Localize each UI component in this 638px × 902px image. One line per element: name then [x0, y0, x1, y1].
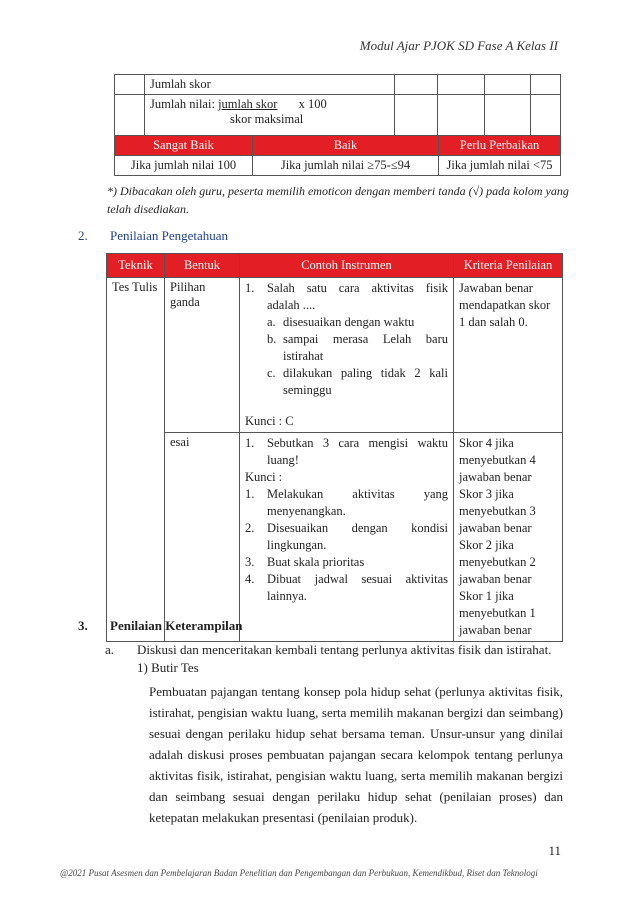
instrument-cell: 1. Salah satu cara aktivitas fisik adalah .... a. disesuaikan dengan waktu b. sampai merasa Lelah baru istirahat c. dilakukan paling tidak 2 kali seminggu Kunci : C	[240, 278, 454, 433]
criteria-table	[114, 135, 561, 176]
section-title: Penilaian Keterampilan	[110, 618, 243, 633]
score-cell	[395, 75, 438, 95]
formula-denominator: skor maksimal	[230, 112, 304, 126]
footer-copyright: @2021 Pusat Asesmen dan Pembelajaran Badan Penelitian dan Pengembangan dan Perbukuan, Kemendikbud, Riset dan Teknologi	[60, 868, 538, 878]
key-label: Kunci :	[245, 470, 283, 484]
criteria-value-needs-improvement: Jika jumlah nilai <75	[439, 156, 561, 176]
butir-tes-heading: 1) Butir Tes	[137, 660, 199, 675]
score-cell-empty	[115, 75, 145, 95]
option-a: disesuaikan dengan waktu	[283, 315, 415, 329]
score-cell-empty	[115, 95, 145, 137]
criteria-header-very-good: Sangat Baik	[115, 136, 253, 156]
body-paragraph: Pembuatan pajangan tentang konsep pola hidup sehat (perlunya aktivitas fisik, istirahat, pengisian waktu luang, serta memilih makanan bergizi dan seimbang) sesuai dengan perilaku hidup sehat bersama teman. Unsur-unsur yang dinilai adalah diskusi proses pembuatan pajangan secara kelompok tentang perlunya aktivitas fisik, istirahat, pengisian waktu luang, serta memilih makanan bergizi dan seimbang sesuai dengan perilaku hidup sehat (penilaian proses) dan ketepatan melakukan presentasi (penilaian produk).	[149, 684, 563, 825]
page-number: 11	[548, 843, 561, 858]
answer-item: Dibuat jadwal sesuai aktivitas lainnya.	[267, 572, 448, 603]
answer-key: Kunci : C	[245, 414, 294, 428]
section-3-heading	[78, 618, 243, 634]
score-cell	[485, 75, 531, 95]
answer-list: 1. Melakukan aktivitas yang menyenangkan. 2. Disesuaikan dengan kondisi lingkungan. 3. Buat skala prioritas 4. Dibuat jadwal sesuai aktivitas lainnya.	[245, 487, 448, 603]
knowledge-table	[106, 253, 563, 642]
score-cell	[395, 95, 438, 137]
section-number: 3.	[78, 618, 88, 633]
score-cell	[531, 95, 561, 137]
section-number: 2.	[78, 228, 88, 243]
formula-numerator: jumlah skor	[218, 97, 278, 111]
score-table	[114, 74, 561, 137]
teknik-cell: Tes Tulis	[107, 278, 165, 642]
question-text: Sebutkan 3 cara mengisi waktu luang!	[267, 436, 448, 467]
criteria-header-good: Baik	[253, 136, 439, 156]
formula-multiplier: x 100	[298, 97, 327, 111]
score-cell	[531, 75, 561, 95]
answer-item: Buat skala prioritas	[267, 555, 365, 569]
score-cell	[438, 95, 485, 137]
section-title: Penilaian Pengetahuan	[110, 228, 229, 243]
header-teknik: Teknik	[107, 254, 165, 278]
header-bentuk: Bentuk	[165, 254, 240, 278]
section-2-heading	[78, 228, 229, 244]
score-cell	[485, 95, 531, 137]
total-score-label: Jumlah skor	[145, 75, 395, 95]
score-cell	[438, 75, 485, 95]
header-contoh-instrumen: Contoh Instrumen	[240, 254, 454, 278]
table-note: *) Dibacakan oleh guru, peserta memilih emoticon dengan memberi tanda (√) pada kolom yang telah disediakan.	[107, 184, 569, 216]
total-value-formula: Jumlah nilai: jumlah skor x 100 skor maksimal	[145, 95, 395, 137]
option-c: dilakukan paling tidak 2 kali seminggu	[283, 366, 448, 397]
subsection-text: Diskusi dan menceritakan kembali tentang perlunya aktivitas fisik dan istirahat.	[137, 642, 552, 657]
criteria-value-good: Jika jumlah nilai ≥75-≤94	[253, 156, 439, 176]
answer-item: Melakukan aktivitas yang menyenangkan.	[267, 487, 448, 518]
bentuk-cell: esai	[165, 433, 240, 642]
question-text: Salah satu cara aktivitas fisik adalah ....	[267, 281, 448, 312]
bentuk-cell: Pilihan ganda	[165, 278, 240, 433]
option-b: sampai merasa Lelah baru istirahat	[283, 332, 448, 363]
instrument-cell: 1. Sebutkan 3 cara mengisi waktu luang! Kunci : 1. Melakukan aktivitas yang menyenangkan. 2. Disesuaikan dengan kondisi lingkungan. 3. Buat skala prioritas 4. Dibuat jadwal sesuai aktivitas lainnya.	[240, 433, 454, 642]
subsection-a	[105, 642, 552, 658]
running-header: Modul Ajar PJOK SD Fase A Kelas II	[359, 38, 558, 53]
subsection-label: a.	[105, 642, 115, 657]
header-kriteria: Kriteria Penilaian	[454, 254, 563, 278]
criteria-cell: Skor 4 jika menyebutkan 4 jawaban benar Skor 3 jika menyebutkan 3 jawaban benar Skor 2 jika menyebutkan 2 jawaban benar Skor 1 jika menyebutkan 1 jawaban benar	[454, 433, 563, 642]
answer-item: Disesuaikan dengan kondisi lingkungan.	[267, 521, 448, 552]
criteria-header-needs-improvement: Perlu Perbaikan	[439, 136, 561, 156]
option-list: a. disesuaikan dengan waktu b. sampai merasa Lelah baru istirahat c. dilakukan paling tidak 2 kali seminggu	[267, 315, 448, 397]
criteria-value-very-good: Jika jumlah nilai 100	[115, 156, 253, 176]
criteria-cell: Jawaban benar mendapatkan skor 1 dan salah 0.	[454, 278, 563, 433]
